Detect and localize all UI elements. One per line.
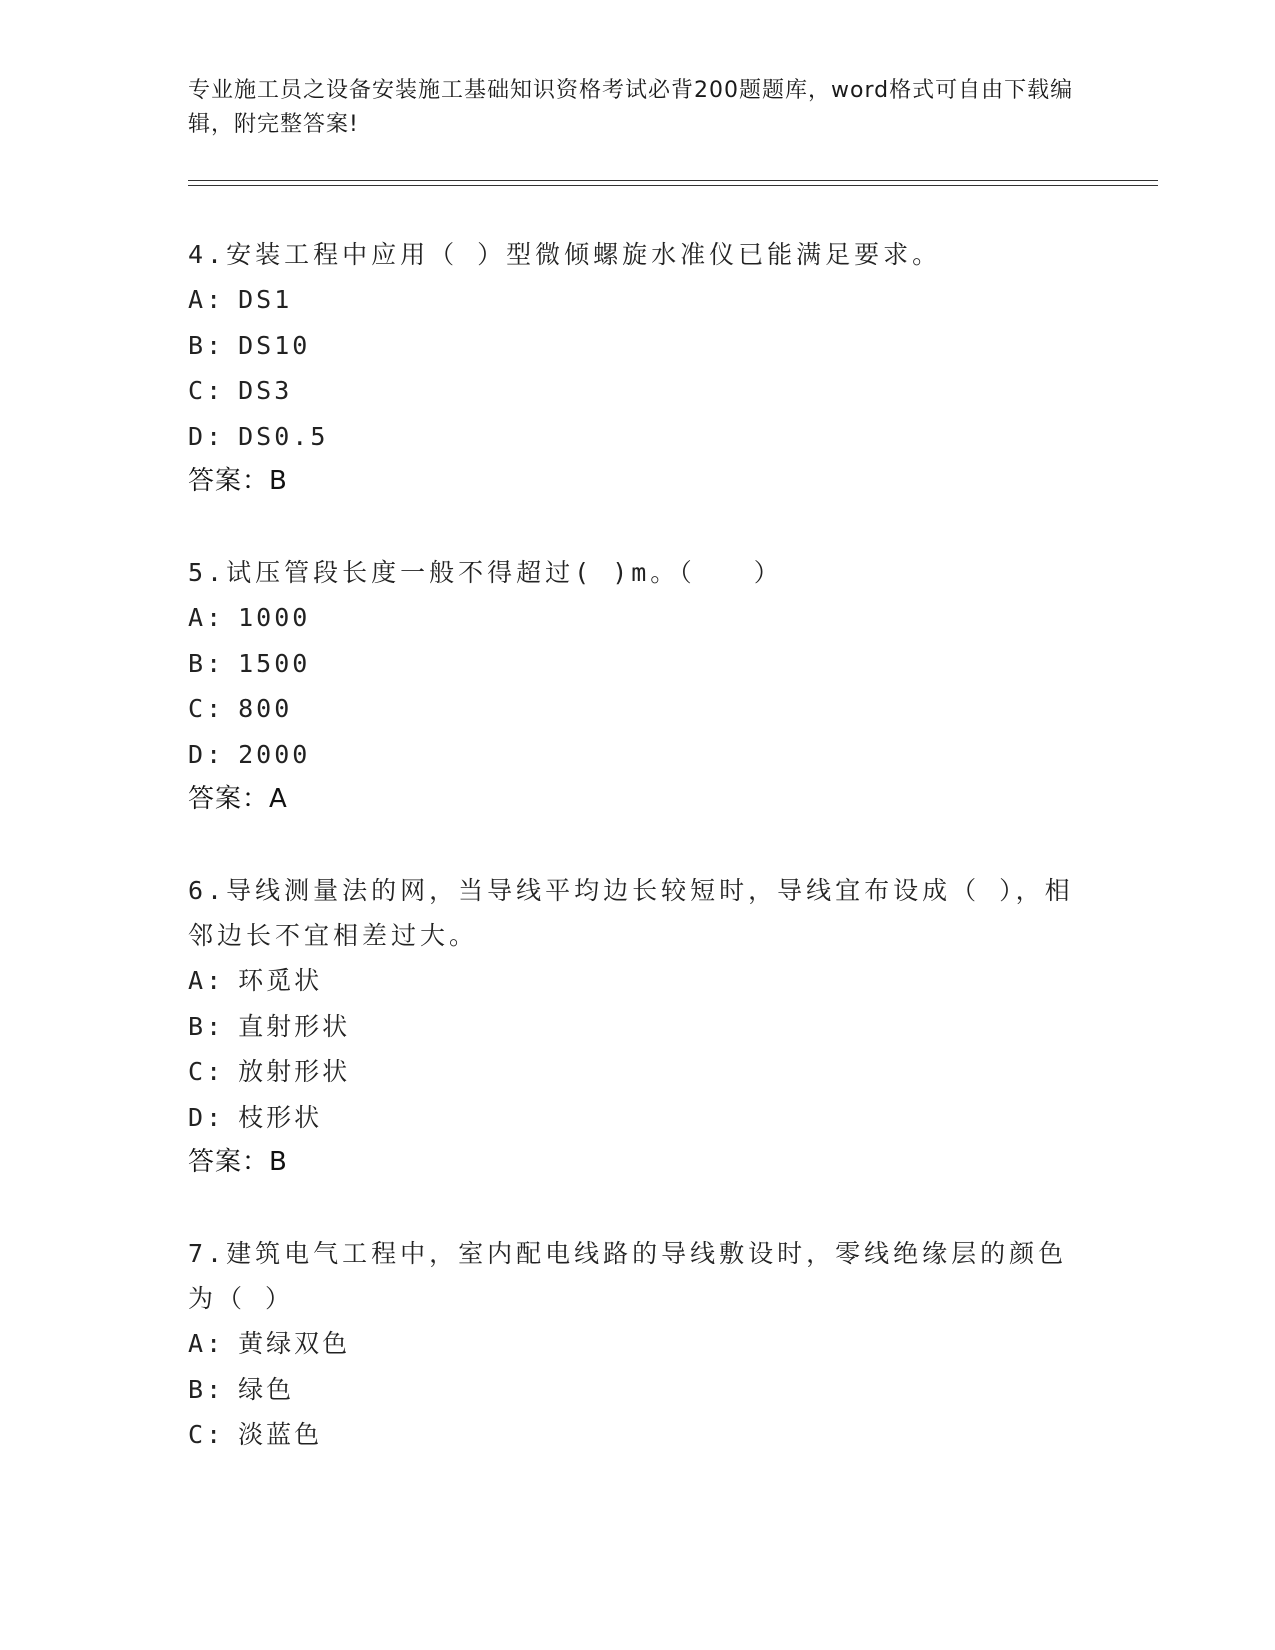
option-separator: : [206,1374,225,1404]
option-separator: : [206,421,225,451]
option-separator: : [206,1420,225,1449]
option-letter: B [188,1011,207,1041]
answer-option [188,277,1088,323]
option-text: 放射形状 [238,1057,351,1086]
option-text: 2000 [238,739,311,769]
option-separator: : [206,648,225,678]
question-block [188,232,1088,504]
option-letter: C [188,1057,207,1086]
option-text: 直射形状 [238,1011,351,1041]
question-text: 6.导线测量法的网，当导线平均边长较短时，导线宜布设成（ ），相邻边长不宜相差过大。 [188,876,1074,950]
option-separator: : [206,1057,225,1086]
option-separator: : [206,694,225,723]
option-text: DS10 [238,330,311,360]
answer-option [188,1049,1088,1095]
option-letter: B [188,648,207,678]
option-text: DS0.5 [238,421,329,451]
question-text: 5.试压管段长度一般不得超过( )m。（ ） [188,558,783,587]
option-letter: A [188,966,207,995]
header-divider-bottom [188,185,1158,186]
header-divider-top [188,180,1158,181]
option-separator: : [206,1329,225,1358]
option-separator: : [206,1011,225,1041]
option-letter: D [188,1102,207,1132]
option-separator: : [206,330,225,360]
option-separator: : [206,603,225,632]
option-separator: : [206,966,225,995]
option-separator: : [206,376,225,405]
answer-option [188,414,1088,460]
option-separator: : [206,1102,225,1132]
option-text: 枝形状 [238,1102,323,1132]
answer-option [188,323,1088,369]
option-letter: C [188,376,207,405]
question-text: 4.安装工程中应用（ ）型微倾螺旋水准仪已能满足要求。 [188,240,942,269]
answer-option [188,686,1088,732]
option-separator: : [206,285,225,314]
question-text: 7.建筑电气工程中，室内配电线路的导线敷设时，零线绝缘层的颜色为（ ） [188,1239,1068,1313]
option-text: DS3 [238,376,293,405]
answer-key: 答案：B [188,1147,288,1177]
question-block [188,868,1088,1185]
answer-key: 答案：A [188,784,288,814]
option-letter: B [188,330,207,360]
answer-option [188,1367,1088,1413]
option-letter: A [188,1329,207,1358]
answer-option [188,1004,1088,1050]
option-text: 黄绿双色 [238,1329,351,1358]
option-text: 环觅状 [238,966,323,995]
question-block [188,1231,1088,1458]
option-letter: B [188,1374,207,1404]
answer-option [188,1412,1088,1458]
option-text: DS1 [238,285,293,314]
option-letter: C [188,1420,207,1449]
option-letter: D [188,739,207,769]
option-text: 800 [238,694,293,723]
option-text: 1500 [238,648,311,678]
question-block [188,550,1088,822]
option-letter: A [188,285,207,314]
answer-option [188,1321,1088,1367]
answer-option [188,368,1088,414]
answer-option [188,1095,1088,1141]
option-letter: C [188,694,207,723]
option-text: 淡蓝色 [238,1420,323,1449]
option-letter: A [188,603,207,632]
answer-option [188,595,1088,641]
answer-key: 答案：B [188,466,288,496]
option-letter: D [188,421,207,451]
answer-option [188,958,1088,1004]
option-separator: : [206,739,225,769]
question-list [188,232,1088,1504]
option-text: 绿色 [238,1374,295,1404]
option-text: 1000 [238,603,311,632]
document-title: 专业施工员之设备安装施工基础知识资格考试必背200题题库，word格式可自由下载编辑，附完整答案! [188,78,1074,137]
answer-option [188,641,1088,687]
answer-option [188,732,1088,778]
